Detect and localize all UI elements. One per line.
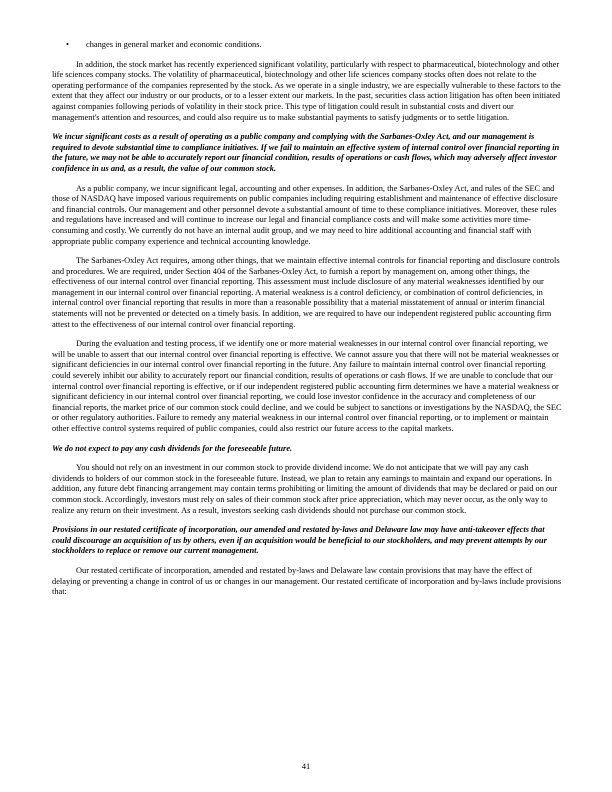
paragraph-dividend-income: You should not rely on an investment in our common stock to provide dividend income. We do not anticipate that we will pay any cash dividends to holders of our common stock in the foreseeable future. Instead, we plan to retain any earnings to maintain and expand our operations. In addition, any future debt financing arrangement may contain terms prohibiting or limiting the amount of dividends that may be declared or paid on our common stock. Accordingly, investors must rely on sales of their common stock after price appreciation, which may never occur, as the only way to realize any return on their investment. As a result, investors seeking cash dividends should not purchase our common stock. (52, 463, 558, 515)
page-content (52, 40, 562, 607)
bullet-text: changes in general market and economic conditions. (86, 40, 262, 49)
paragraph-market-volatility: In addition, the stock market has recently experienced significant volatility, particularly with respect to pharmaceutical, biotechnology and other life sciences company stocks. The volatility of pharmaceutical, biotechnology and other life sciences company stocks often does not relate to the operating performance of the companies represented by the stock. As we operate in a single industry, we are especially vulnerable to these factors to the extent that they affect our industry or our products, or to a lesser extent our markets. In the past, securities class action litigation has often been initiated against companies following periods of volatility in their stock price. This type of litigation could result in substantial costs and divert our management's attention and resources, and could also require us to make substantial payments to satisfy judgments or to settle litigation. (52, 59, 561, 122)
bullet-item (52, 40, 562, 51)
paragraph-restated-certificate: Our restated certificate of incorporation, amended and restated by-laws and Delaware law contain provisions that may have the effect of delaying or preventing a change in control of us or changes in our management. Our restated certificate of incorporation and by-laws include provisions that: (52, 565, 562, 597)
bullet-icon: • (66, 40, 69, 49)
heading-public-company-costs: We incur significant costs as a result of operating as a public company and complying with the Sarbanes-Oxley Act, and our management is required to devote substantial time to compliance initiatives. If we fail to maintain an effective system of internal control over financial reporting in the future, we may not be able to accurately report our financial condition, results of operations or cash flows, which may adversely affect investor confidence in us and, as a result, the value of our common stock. (52, 132, 560, 173)
paragraph-public-company-expenses: As a public company, we incur significant legal, accounting and other expenses. In addition, the Sarbanes-Oxley Act, and rules of the SEC and those of NASDAQ have imposed various requirements on public companies including requiring establishment and maintenance of effective disclosure and financial controls. Our management and other personnel devote a substantial amount of time to these compliance initiatives. Moreover, these rules and regulations have increased and will continue to increase our legal and financial compliance costs and will make some activities more time-consuming and costly. We currently do not have an internal audit group, and we may need to hire additional accounting and financial staff with appropriate public company experience and technical accounting knowledge. (52, 183, 558, 246)
paragraph-material-weaknesses: During the evaluation and testing process, if we identify one or more material weaknesses in our internal control over financial reporting, we will be unable to assert that our internal control over financial reporting is effective. We cannot assure you that there will not be material weaknesses or significant deficiencies in our internal control over financial reporting in the future. Any failure to maintain internal control over financial reporting could severely inhibit our ability to accurately report our financial condition, results of operations or cash flows. If we are unable to conclude that our internal control over financial reporting is effective, or if our independent registered public accounting firm determines we have a material weakness or significant deficiency in our internal control over financial reporting, we could lose investor confidence in the accuracy and completeness of our financial reports, the market price of our common stock could decline, and we could be subject to sanctions or investigations by the NASDAQ, the SEC or other regulatory authorities. Failure to remedy any material weakness in our internal control over financial reporting, or to implement or maintain other effective control systems required of public companies, could also restrict our future access to the capital markets. (52, 339, 562, 433)
page-number: 41 (301, 762, 311, 771)
paragraph-sarbanes-oxley-requirements: The Sarbanes-Oxley Act requires, among other things, that we maintain effective internal controls for financial reporting and disclosure controls and procedures. We are required, under Section 404 of the Sarbanes-Oxley Act, to furnish a report by management on, among other things, the effectiveness of our internal control over financial reporting. This assessment must include disclosure of any material weaknesses identified by our management in our internal control over financial reporting. A material weakness is a control deficiency, or combination of control deficiencies, in internal control over financial reporting that results in more than a reasonable possibility that a material misstatement of annual or interim financial statements will not be prevented or detected on a timely basis. In addition, we are required to have our independent registered public accounting firm attest to the effectiveness of our internal control over financial reporting. (52, 256, 560, 329)
heading-no-dividends: We do not expect to pay any cash dividends for the foreseeable future. (52, 443, 293, 453)
heading-anti-takeover-provisions: Provisions in our restated certificate of incorporation, our amended and restated by-laws and Delaware law may have anti-takeover effects that could discourage an acquisition of us by others, even if an acquisition would be beneficial to our stockholders, and may prevent attempts by our stockholders to replace or remove our current management. (52, 525, 547, 556)
